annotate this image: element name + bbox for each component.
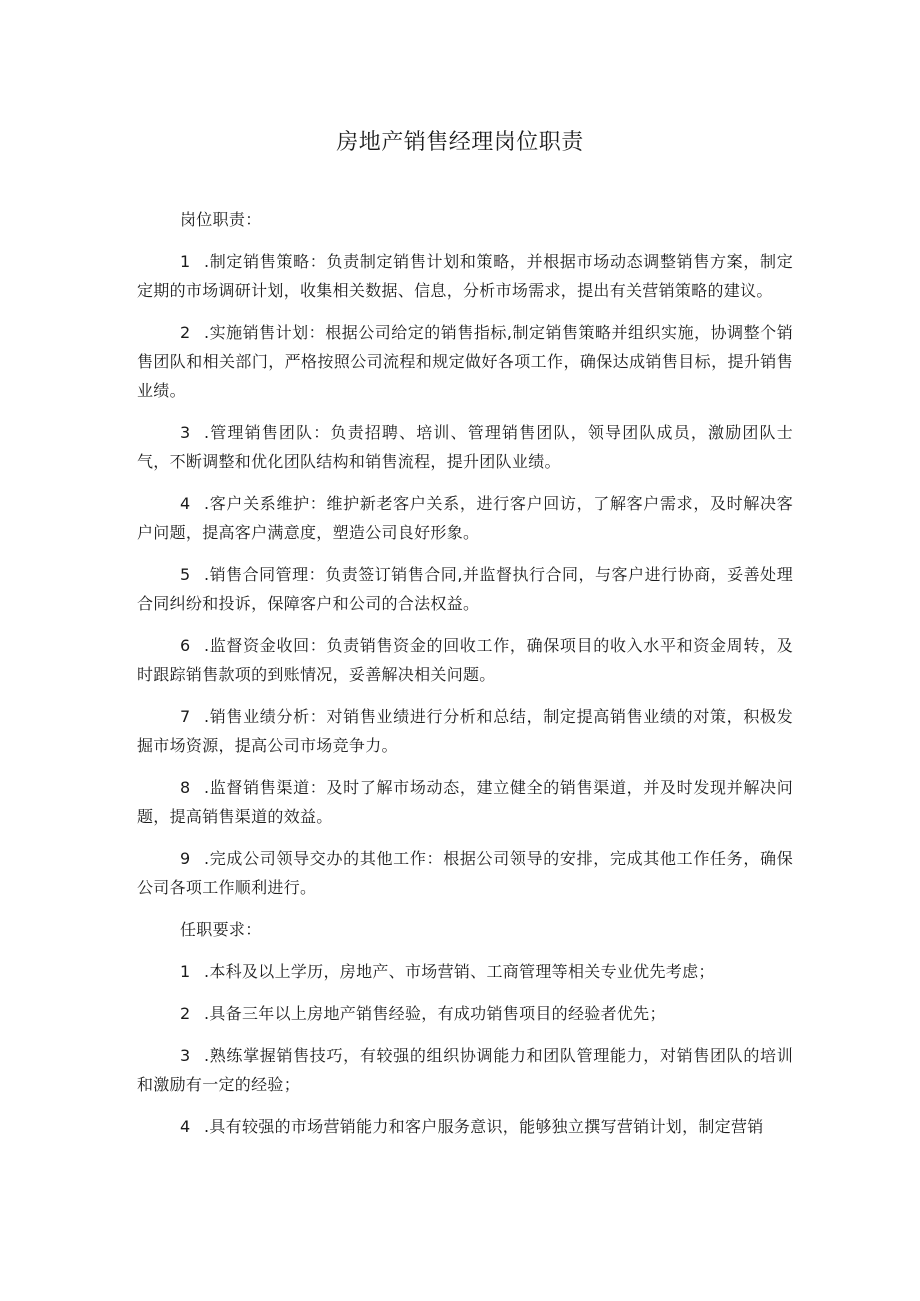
duty-number: 1 — [180, 252, 191, 271]
duty-text: .监督资金收回：负责销售资金的回收工作，确保项目的收入水平和资金周转，及时跟踪销售款项的到账情况，妥善解决相关问题。 — [137, 636, 793, 684]
duty-text: .监督销售渠道：及时了解市场动态，建立健全的销售渠道，并及时发现并解决问题，提高销售渠道的效益。 — [137, 778, 793, 826]
duty-number: 6 — [180, 636, 191, 655]
requirement-text: .具备三年以上房地产销售经验，有成功销售项目的经验者优先； — [204, 1004, 666, 1023]
requirement-text: .熟练掌握销售技巧，有较强的组织协调能力和团队管理能力，对销售团队的培训和激励有一定的经验； — [137, 1046, 793, 1094]
duty-number: 3 — [180, 423, 191, 442]
duty-text: .销售业绩分析：对销售业绩进行分析和总结，制定提高销售业绩的对策，积极发掘市场资源，提高公司市场竞争力。 — [137, 707, 793, 755]
duty-number: 4 — [180, 494, 191, 513]
requirement-number: 3 — [180, 1046, 191, 1065]
requirement-text: .本科及以上学历，房地产、市场营销、工商管理等相关专业优先考虑； — [204, 962, 715, 981]
duty-text: .实施销售计划：根据公司给定的销售指标,制定销售策略并组织实施，协调整个销售团队和相关部门，严格按照公司流程和规定做好各项工作，确保达成销售目标，提升销售业绩。 — [137, 323, 793, 400]
requirement-item-3 — [137, 1041, 793, 1099]
duty-text: .客户关系维护：维护新老客户关系，进行客户回访，了解客户需求，及时解决客户问题，提高客户满意度，塑造公司良好形象。 — [137, 494, 793, 542]
duty-item-6 — [137, 631, 793, 689]
duty-item-5 — [137, 560, 793, 618]
duty-item-1 — [137, 247, 793, 305]
duty-number: 9 — [180, 849, 191, 868]
requirement-item-1 — [137, 957, 793, 986]
duty-number: 5 — [180, 565, 191, 584]
duty-number: 7 — [180, 707, 191, 726]
duty-item-2 — [137, 318, 793, 405]
duty-text: .管理销售团队：负责招聘、培训、管理销售团队，领导团队成员，激励团队士气，不断调整和优化团队结构和销售流程，提升团队业绩。 — [137, 423, 793, 471]
duty-number: 2 — [180, 323, 191, 342]
duty-item-8 — [137, 773, 793, 831]
duty-text: .制定销售策略：负责制定销售计划和策略，并根据市场动态调整销售方案，制定定期的市场调研计划，收集相关数据、信息，分析市场需求，提出有关营销策略的建议。 — [137, 252, 793, 300]
requirement-number: 2 — [180, 1004, 191, 1023]
requirement-number: 4 — [180, 1117, 191, 1136]
requirements-heading: 任职要求： — [180, 920, 262, 939]
document-title: 房地产销售经理岗位职责 — [336, 130, 584, 155]
duty-text: .销售合同管理：负责签订销售合同,并监督执行合同，与客户进行协商，妥善处理合同纠纷和投诉，保障客户和公司的合法权益。 — [137, 565, 793, 613]
duty-item-4 — [137, 489, 793, 547]
requirement-number: 1 — [180, 962, 191, 981]
duty-item-9 — [137, 844, 793, 902]
duty-text: .完成公司领导交办的其他工作：根据公司领导的安排，完成其他工作任务，确保公司各项工作顺利进行。 — [137, 849, 793, 897]
duty-item-7 — [137, 702, 793, 760]
requirement-item-4 — [137, 1112, 793, 1141]
requirement-text: .具有较强的市场营销能力和客户服务意识，能够独立撰写营销计划，制定营销 — [204, 1117, 764, 1136]
duties-heading: 岗位职责： — [180, 210, 262, 229]
requirement-item-2 — [137, 999, 793, 1028]
duty-number: 8 — [180, 778, 191, 797]
duty-item-3 — [137, 418, 793, 476]
document-body — [137, 205, 793, 1141]
